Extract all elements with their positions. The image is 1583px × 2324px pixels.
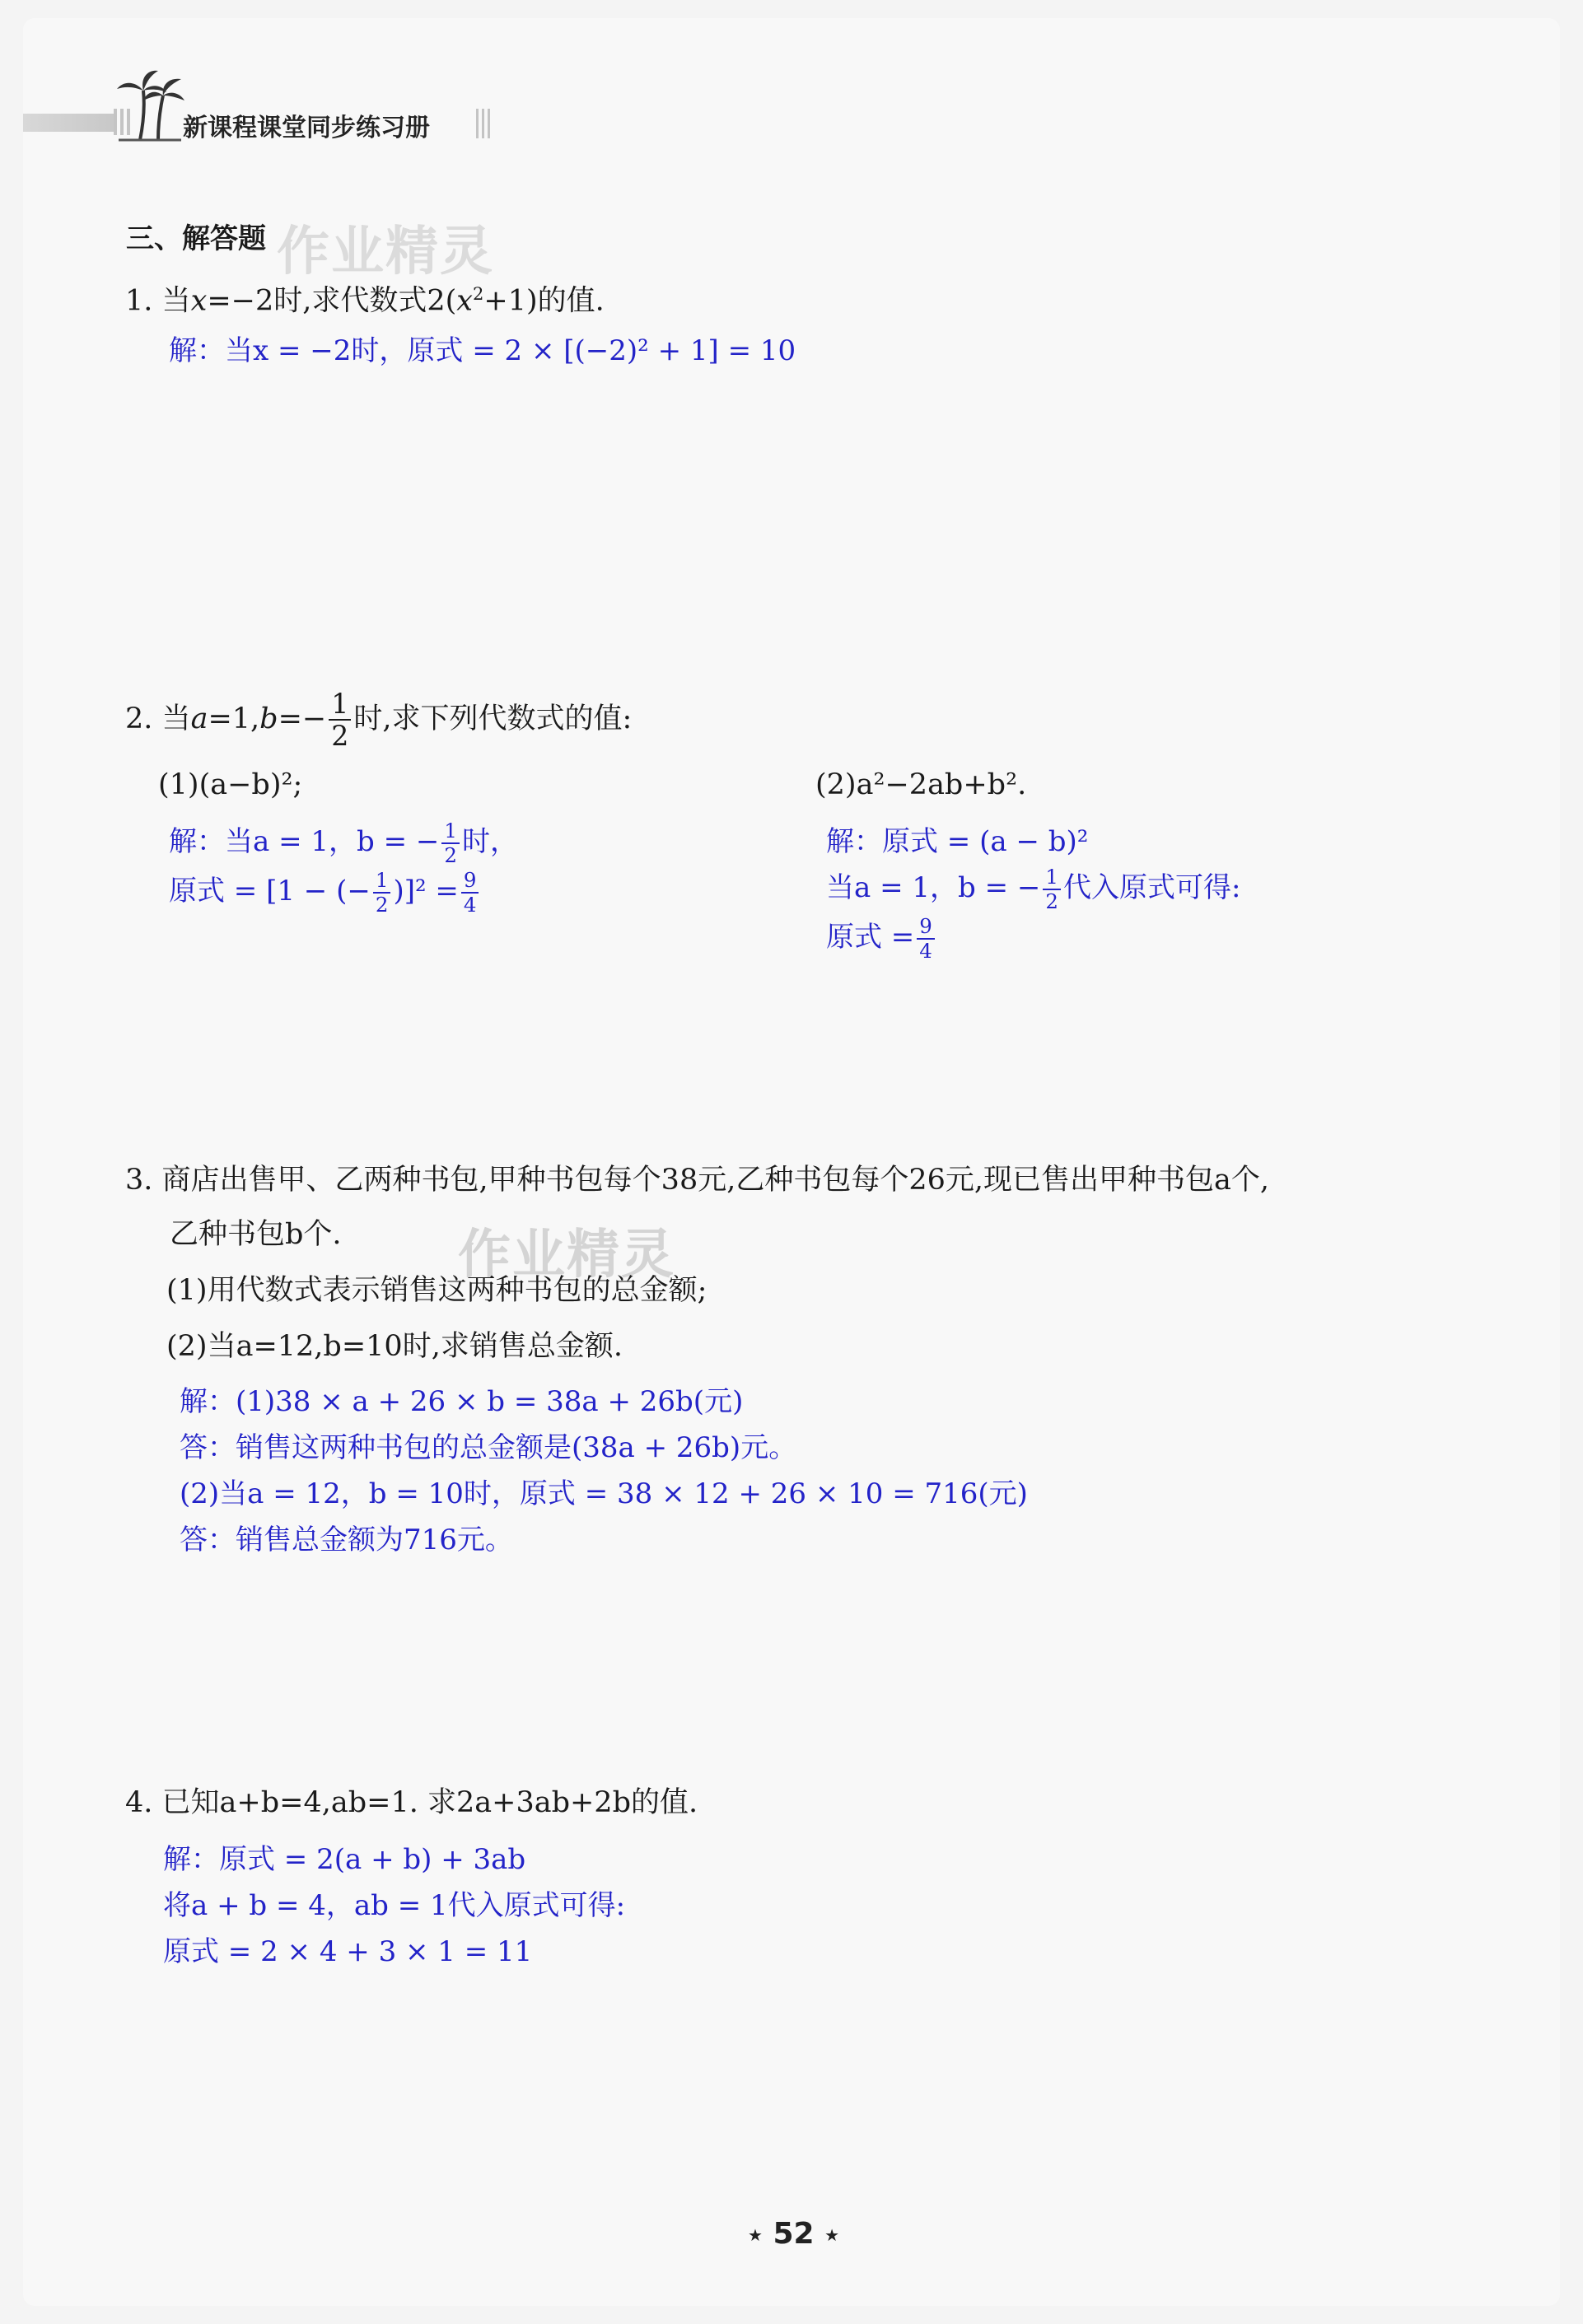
answer-4-line-1: 解：原式 = 2(a + b) + 3ab: [163, 1843, 526, 1876]
question-3-line-1: 3. 商店出售甲、乙两种书包,甲种书包每个38元,乙种书包每个26元,现已售出甲种书包a个,: [125, 1164, 1269, 1197]
question-4: 4. 已知a+b=4,ab=1. 求2a+3ab+2b的值.: [125, 1786, 698, 1819]
question-2: 2. 当a=1,b=− $\frac{1}{2}$ 时,求下列代数式的值:: [125, 688, 633, 753]
question-number: 4.: [125, 1786, 153, 1819]
watermark-middle: 作业精灵: [458, 1225, 675, 1286]
section-title: 三、解答题: [126, 222, 266, 255]
answer-2-1-line-1: 解：当a = 1，b = − $\frac{1}{2}$ 时，: [169, 818, 518, 867]
star-icon: ★: [824, 2225, 840, 2245]
answer-1: 解：当x = −2时，原式 = 2 × [(−2)² + 1] = 10: [169, 334, 796, 367]
palm-tree-icon: [115, 66, 185, 142]
page-number: ★ 52 ★: [748, 2217, 840, 2251]
header-bar: [23, 114, 114, 132]
answer-4-line-2: 将a + b = 4，ab = 1代入原式可得:: [163, 1889, 626, 1922]
answer-3-line-4: 答：销售总金额为716元。: [180, 1524, 513, 1556]
answer-2-2-line-2: 当a = 1，b = − $\frac{1}{2}$ 代入原式可得:: [826, 864, 1241, 913]
question-3-part-1: (1)用代数式表示销售这两种书包的总金额;: [166, 1274, 707, 1307]
header-divider: [476, 109, 491, 138]
star-icon: ★: [748, 2225, 763, 2245]
answer-2-1-line-2: 原式 = [1 − (− $\frac{1}{2}$ )]² = $\frac{9}{4}$: [169, 870, 481, 915]
question-2-part-2: (2)a²−2ab+b².: [815, 768, 1027, 801]
header-title: 新课程课堂同步练习册: [183, 114, 430, 142]
answer-3-line-3: (2)当a = 12，b = 10时，原式 = 38 × 12 + 26 × 10 = 716(元): [180, 1477, 1028, 1510]
answer-2-2-line-1: 解：原式 = (a − b)²: [826, 825, 1089, 858]
answer-3-line-1: 解：(1)38 × a + 26 × b = 38a + 26b(元): [180, 1385, 744, 1418]
question-3-part-2: (2)当a=12,b=10时,求销售总金额.: [166, 1330, 623, 1363]
question-number: 2.: [125, 702, 153, 735]
watermark-top: 作业精灵: [277, 222, 494, 282]
answer-3-line-2: 答：销售这两种书包的总金额是(38a + 26b)元。: [180, 1431, 797, 1464]
question-number: 1.: [125, 284, 153, 318]
question-2-part-1: (1)(a−b)²;: [158, 768, 303, 801]
question-number: 3.: [125, 1164, 153, 1197]
answer-2-2-line-3: 原式 = $\frac{9}{4}$: [826, 916, 937, 961]
fraction: $\frac{1}{2}$: [329, 690, 351, 750]
question-1: 1. 当x=−2时,求代数式$2(x^2+1)$的值.: [125, 284, 605, 318]
answer-4-line-3: 原式 = 2 × 4 + 3 × 1 = 11: [163, 1935, 533, 1968]
question-3-line-2: 乙种书包b个.: [170, 1218, 342, 1251]
